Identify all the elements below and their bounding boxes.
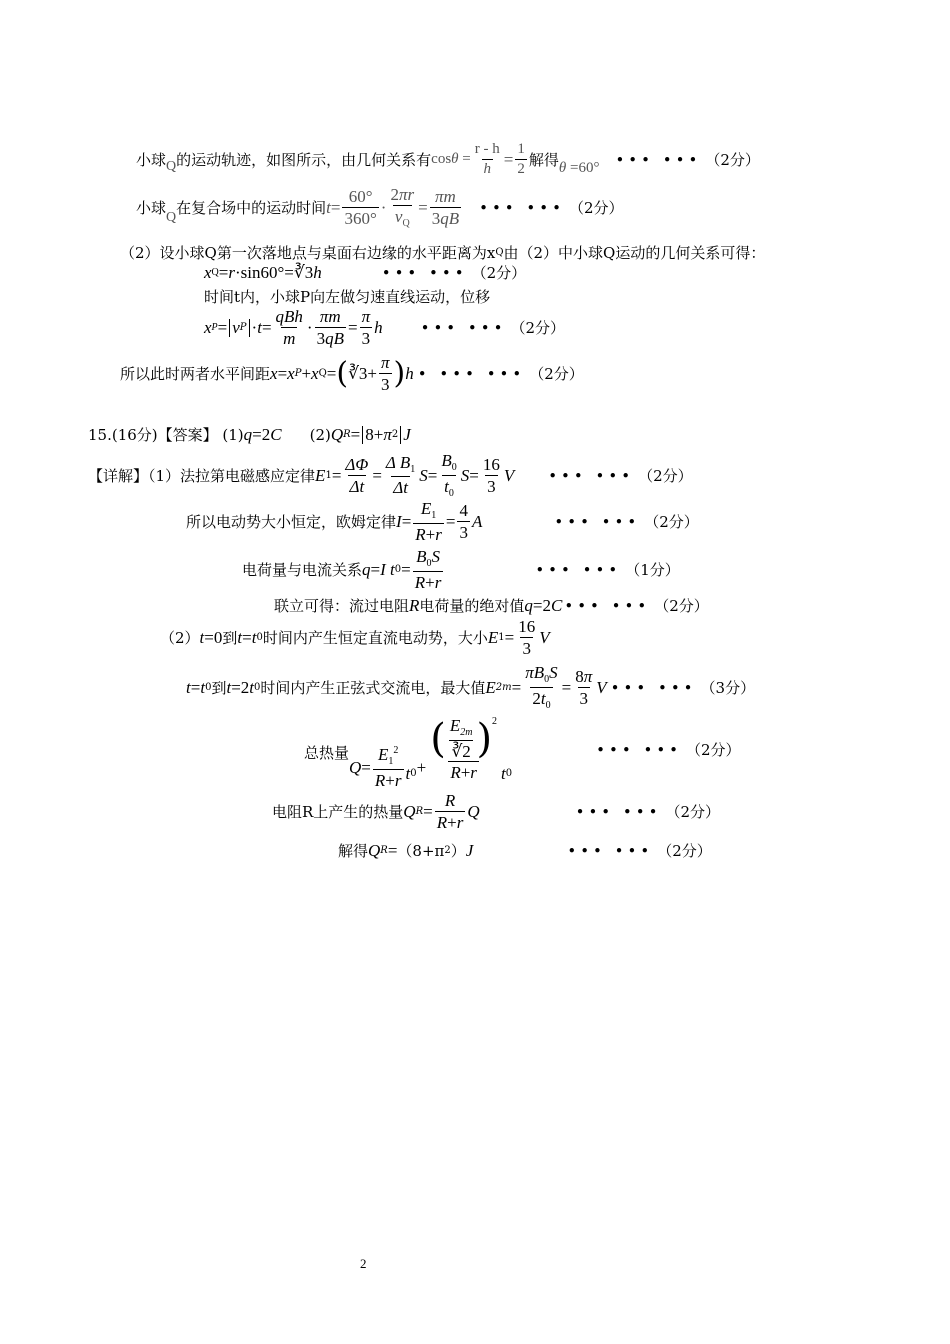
score: （2分） bbox=[510, 319, 566, 338]
text: 电荷量的绝对值 bbox=[419, 597, 525, 615]
text: Q bbox=[495, 247, 504, 258]
score: （3分） bbox=[700, 679, 756, 697]
text: 时间t内，小球P向左做匀速直线运动，位移 bbox=[204, 288, 491, 306]
text: (2) bbox=[309, 425, 331, 444]
text: Q bbox=[166, 209, 177, 225]
text: 解得 bbox=[528, 151, 559, 170]
line-5 bbox=[204, 286, 490, 307]
dots: ••• ••• bbox=[615, 150, 702, 169]
text: R bbox=[409, 595, 420, 615]
text: 小球 bbox=[136, 199, 167, 218]
text: 的运动轨迹，如图所示，由几何关系有 bbox=[176, 151, 432, 170]
text: 电阻R上产生的热量 bbox=[272, 803, 404, 822]
text: 电荷量与电流关系 bbox=[242, 561, 363, 580]
text: 【详解】（1）法拉第电磁感应定律 bbox=[88, 467, 316, 485]
text: 联立可得：流过电阻 bbox=[274, 597, 410, 615]
text: 时间内产生恒定直流电动势，大小 bbox=[262, 629, 488, 648]
score: （1分） bbox=[625, 561, 680, 580]
text: 时间内产生正弦式交流电，最大值 bbox=[260, 679, 486, 697]
score: （2分） bbox=[665, 803, 720, 822]
score: （2分） bbox=[644, 513, 699, 532]
line-2: 小球 Q 在复合场中的运动时间 t = $\frac{60^\circ}{360^\circ}$ · $\frac{2\pi r}{v_Q}$ = $\frac{\pi m}{3qB}$ ••• ••• （2分） bbox=[136, 185, 624, 229]
line-8: 15.(16分)【答案】 (1) q =2 C (2) Q R = 8+ π 2 J bbox=[88, 424, 411, 444]
text: 所以此时两者水平间距 bbox=[120, 365, 271, 384]
line-12: 联立可得：流过电阻 R 电荷量的绝对值 q =2 C ••• ••• （2分） bbox=[274, 595, 709, 615]
line-9: 【详解】（1）法拉第电磁感应定律 E 1 = $\frac{\Delta\Phi}{\Delta t}$ = $\frac{\Delta B_1}{\Delta t}$ S = $\frac{B_0}{t_0}$ S = $\frac{16}{3}$ V ••• ••• （2分） bbox=[88, 451, 693, 499]
score: （2分） bbox=[686, 741, 741, 760]
text: 总热量 bbox=[304, 744, 350, 762]
text: 2 bbox=[444, 845, 451, 856]
line-14: t = t 0 到 t =2 t 0 时间内产生正弦式交流电，最大值 E 2m = $\frac{\pi B_0S}{2t_0}$ = $\frac{8\pi}{3}$ V ••• ••• （3分） bbox=[186, 663, 756, 711]
page-number: 2 bbox=[360, 1256, 367, 1271]
score: （2分） bbox=[471, 264, 527, 282]
text: 小球 bbox=[136, 151, 167, 170]
score: （2分） bbox=[568, 199, 624, 218]
score: （2分） bbox=[657, 842, 712, 860]
dots: ••• ••• bbox=[420, 318, 507, 337]
dots: ••• ••• bbox=[596, 740, 683, 759]
line-11: 电荷量与电流关系 q = I t 0 = $\frac{B_0S}{R+r}$ ••• ••• （1分） bbox=[242, 547, 680, 592]
dots: ••• ••• bbox=[575, 802, 662, 821]
line-13: （2） t =0 到 t = t 0 时间内产生恒定直流电动势，大小 E 1 = $\frac{16}{3}$ V bbox=[160, 617, 550, 658]
text: 所以电动势大小恒定，欧姆定律 bbox=[186, 513, 397, 532]
text: （2） bbox=[160, 629, 200, 648]
line-4: x Q = r ·sin60°= ∛3 h ••• ••• （2分） bbox=[204, 262, 527, 282]
text: ） bbox=[450, 842, 466, 860]
text: 到 bbox=[222, 629, 238, 648]
score: （2分） bbox=[705, 151, 760, 170]
score: （2分） bbox=[654, 597, 709, 615]
line-1: 小球 Q 的运动轨迹，如图所示，由几何关系有 cosθ = $\frac{r - h}{h}$ = $\frac{1}{2}$ 解得 θ =60° ••• ••• （2分） bbox=[136, 141, 760, 177]
dots: ••• ••• bbox=[535, 560, 622, 579]
dots: • ••• ••• bbox=[417, 364, 526, 383]
dots: ••• ••• bbox=[554, 512, 641, 531]
text: （2）设小球Q第一次落地点与桌面右边缘的水平距离为 bbox=[120, 244, 487, 262]
line-16: 电阻R上产生的热量 Q R = $\frac{R}{R+r}$ Q ••• ••• （2分） bbox=[272, 791, 720, 832]
text: 到 bbox=[211, 679, 227, 697]
text: 15.(16分)【答案】 (1) bbox=[88, 426, 244, 444]
score: （2分） bbox=[529, 365, 584, 384]
line-10: 所以电动势大小恒定，欧姆定律 I = $\frac{E_1}{R+r}$ = $\frac{4}{3}$ A ••• ••• （2分） bbox=[186, 499, 699, 544]
dots: ••• ••• bbox=[479, 198, 565, 217]
text: 在复合场中的运动时间 bbox=[176, 199, 327, 218]
line-17: 解得 Q R = （8+π 2 ） J ••• ••• （2分） bbox=[338, 840, 712, 860]
line-6: x P = v P · t = $\frac{\text{qBh}}{m}$ · $\frac{\pi m}{3qB}$ = $\frac{\pi}{3}$ h ••• ••• （2分） bbox=[204, 307, 566, 348]
score: （2分） bbox=[638, 467, 693, 485]
text: 由（2）中小球Q运动的几何关系可得： bbox=[503, 244, 766, 262]
dots: ••• ••• bbox=[381, 263, 468, 282]
text: （8+π bbox=[397, 842, 445, 860]
dots: ••• ••• bbox=[567, 841, 654, 860]
dots: ••• ••• bbox=[548, 466, 635, 485]
line-15: 总热量 Q = $\frac{E_1^2}{R+r}$ t 0 + ( $\frac{E_{2m}}{∛2}$ ) 2 R+r t 0 ••• ••• （2分） bbox=[304, 715, 741, 790]
line-3 bbox=[120, 242, 765, 263]
text: 解得 bbox=[338, 842, 369, 860]
text: x bbox=[486, 243, 496, 262]
dots: ••• ••• bbox=[564, 596, 651, 615]
text: Q bbox=[166, 158, 177, 174]
line-7: 所以此时两者水平间距 x = x P + x Q = ( ∛3+ $\frac{\pi}{3}$ ) h • ••• ••• （2分） bbox=[120, 353, 584, 394]
dots: ••• ••• bbox=[610, 678, 697, 697]
